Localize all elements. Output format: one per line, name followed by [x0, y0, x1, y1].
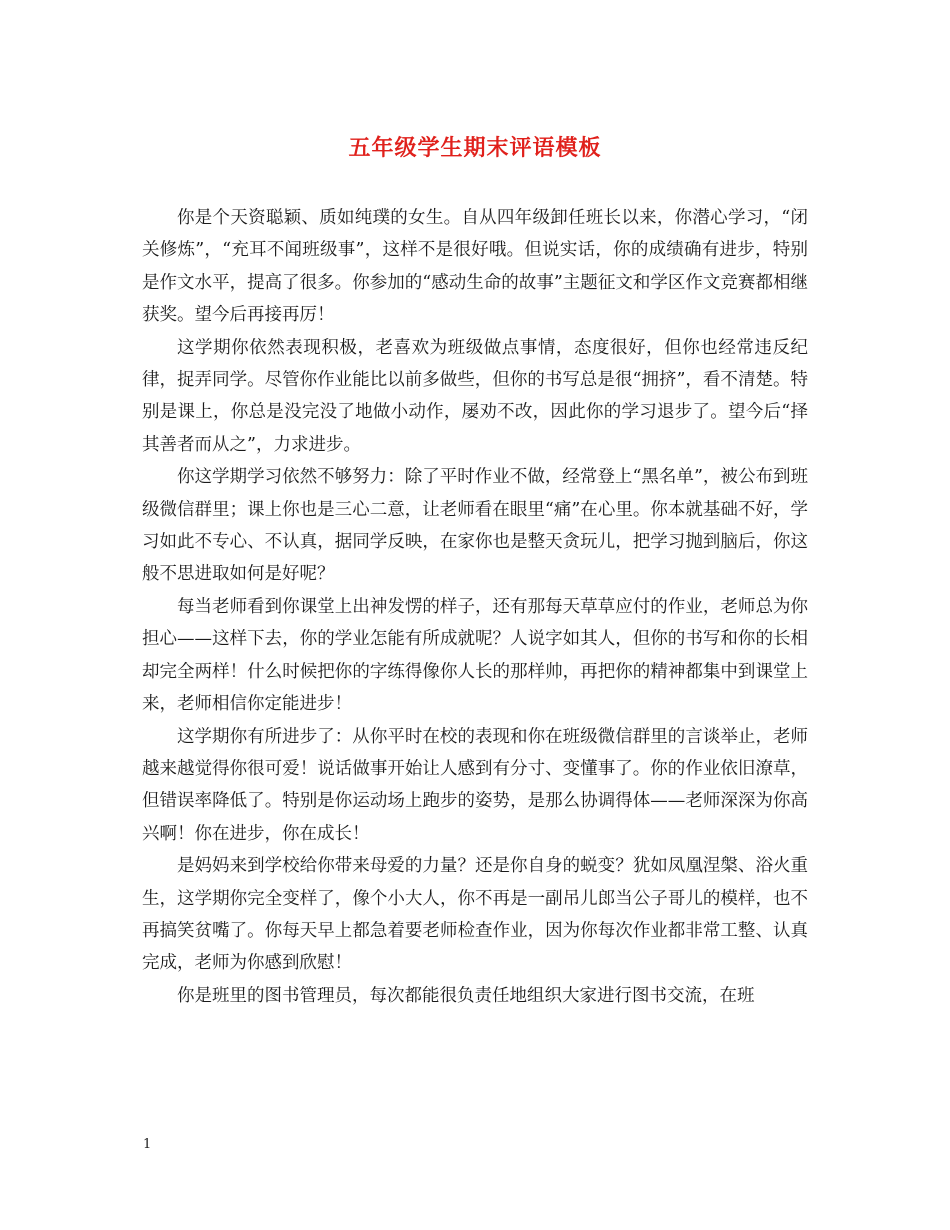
paragraph-7: 你是班里的图书管理员，每次都能很负责任地组织大家进行图书交流，在班	[177, 985, 755, 1006]
document-title: 五年级学生期末评语模板	[348, 135, 602, 161]
paragraph-3: 你这学期学习依然不够努力：除了平时作业不做，经常登上“黑名单”，被公布到班级微信群里；课上你也是三心二意，让老师看在眼里“痛”在心里。你本就基础不好，学习如此不专心、不认真，据同学反映，在家你也是整天贪玩儿，把学习抛到脑后，你这般不思进取如何是好呢？	[142, 467, 808, 585]
page-number: 1	[143, 1137, 152, 1152]
paragraph-1: 你是个天资聪颖、质如纯璞的女生。自从四年级卸任班长以来，你潜心学习，“闭关修炼”，“充耳不闻班级事”，这样不是很好哦。但说实话，你的成绩确有进步，特别是作文水平，提高了很多。你参加的“感动生命的故事”主题征文和学区作文竞赛都相继获奖。望今后再接再厉！	[142, 208, 808, 326]
document-body	[142, 202, 808, 1012]
paragraph-4: 每当老师看到你课堂上出神发愣的样子，还有那每天草草应付的作业，老师总为你担心——这样下去，你的学业怎能有所成就呢？人说字如其人，但你的书写和你的长相却完全两样！什么时候把你的字练得像你人长的那样帅，再把你的精神都集中到课堂上来，老师相信你定能进步！	[142, 596, 808, 715]
paragraph-6: 是妈妈来到学校给你带来母爱的力量？还是你自身的蜕变？犹如凤凰涅槃、浴火重生，这学期你完全变样了，像个小大人，你不再是一副吊儿郎当公子哥儿的模样，也不再搞笑贫嘴了。你每天早上都急着要老师检查作业，因为你每次作业都非常工整、认真完成，老师为你感到欣慰！	[142, 856, 808, 974]
paragraph-5: 这学期你有所进步了：从你平时在校的表现和你在班级微信群里的言谈举止，老师越来越觉得你很可爱！说话做事开始让人感到有分寸、变懂事了。你的作业依旧潦草，但错误率降低了。特别是你运动场上跑步的姿势，是那么协调得体——老师深深为你高兴啊！你在进步，你在成长！	[142, 726, 808, 844]
paragraph-2: 这学期你依然表现积极，老喜欢为班级做点事情，态度很好，但你也经常违反纪律，捉弄同学。尽管你作业能比以前多做些，但你的书写总是很“拥挤”，看不清楚。特别是课上，你总是没完没了地做小动作，屡劝不改，因此你的学习退步了。望今后“择其善者而从之”，力求进步。	[142, 337, 808, 455]
